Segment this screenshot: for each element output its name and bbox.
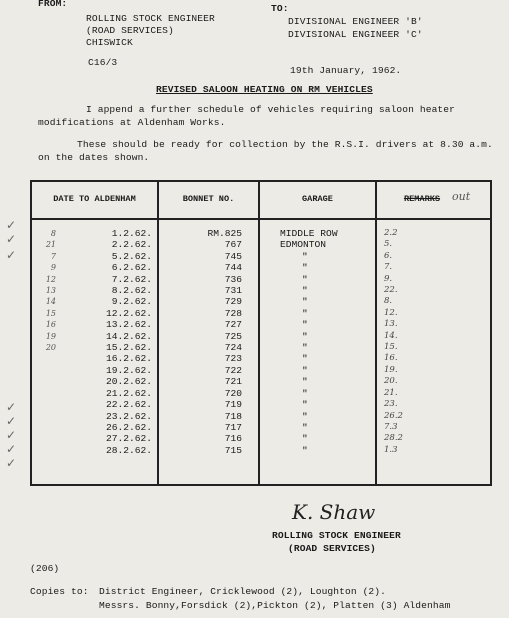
table-cell-garage: "	[302, 353, 308, 365]
table-cell-bonnet: 767	[224, 239, 242, 251]
tick-mark-icon: ✓	[6, 456, 17, 470]
table-cell-bonnet: 722	[224, 364, 242, 376]
letter-date: 19th January, 1962.	[290, 65, 402, 76]
to-label: TO:	[271, 3, 289, 14]
signature-title-line-2: (ROAD SERVICES)	[288, 543, 376, 554]
table-cell-hand_date: 8	[50, 229, 56, 238]
column-divider	[157, 182, 159, 484]
table-cell-date: 21.2.62.	[105, 387, 152, 399]
table-cell-garage: "	[302, 376, 308, 388]
table-cell-hand_date: 15	[45, 308, 56, 318]
table-cell-remark: 5.	[384, 239, 393, 250]
tick-mark-icon: ✓	[6, 414, 17, 428]
table-cell-bonnet: 717	[224, 421, 242, 433]
table-cell-garage: "	[302, 296, 308, 308]
table-cell-bonnet: 720	[224, 387, 242, 399]
bonnet-column	[172, 228, 242, 456]
reference-number: C16/3	[88, 57, 118, 68]
table-cell-remark: 7.	[384, 262, 393, 273]
table-cell-bonnet: 715	[224, 444, 242, 456]
table-cell-date: 9.2.62.	[111, 296, 152, 308]
table-cell-garage: "	[302, 364, 308, 376]
table-cell-hand_date: 19	[45, 331, 56, 341]
table-cell-remark: 19.	[384, 364, 398, 375]
header-remarks-handwritten: out	[452, 190, 471, 203]
tick-mark-icon: ✓	[6, 442, 17, 456]
table-cell-date: 14.2.62.	[105, 330, 152, 342]
tick-mark-icon: ✓	[6, 248, 17, 262]
copies-label: Copies to:	[30, 586, 89, 597]
table-cell-hand_date: 16	[45, 320, 56, 330]
table-cell-date: 20.2.62.	[105, 376, 152, 388]
table-cell-date: 16.2.62.	[105, 353, 152, 365]
column-divider	[258, 182, 260, 484]
table-cell-garage: "	[302, 387, 308, 399]
table-cell-bonnet: 719	[224, 399, 242, 411]
table-cell-hand_date: 14	[45, 297, 56, 307]
tick-mark-icon: ✓	[6, 428, 17, 442]
table-cell-bonnet: 745	[224, 250, 242, 262]
to-line-1: DIVISIONAL ENGINEER 'B'	[288, 16, 423, 27]
table-cell-remark: 13.	[384, 319, 398, 330]
table-cell-date: 23.2.62.	[105, 410, 152, 422]
remarks-column	[384, 228, 444, 456]
copies-line-1: District Engineer, Cricklewood (2), Loughton (2).	[99, 586, 387, 597]
table-cell-remark: 20.	[384, 376, 398, 387]
table-cell-bonnet: 727	[224, 319, 242, 331]
table-cell-bonnet: 724	[224, 342, 242, 354]
table-cell-bonnet: 729	[224, 296, 242, 308]
table-cell-remark: 16.	[384, 353, 398, 364]
table-cell-bonnet: 744	[224, 262, 242, 274]
table-cell-bonnet: 728	[224, 307, 242, 319]
table-cell-garage: "	[302, 319, 308, 331]
table-cell-bonnet: 725	[224, 330, 242, 342]
table-cell-garage: MIDDLE ROW	[280, 228, 338, 239]
table-cell-date: 7.2.62.	[111, 273, 152, 285]
table-cell-remark: 26.2	[384, 410, 403, 421]
tick-mark-icon: ✓	[6, 400, 17, 414]
table-cell-hand_date: 7	[50, 251, 56, 261]
tick-mark-icon: ✓	[6, 232, 17, 246]
handwritten-date-column	[34, 228, 56, 353]
copies-line-2: Messrs. Bonny,Forsdick (2),Pickton (2), Platten (3) Aldenham	[99, 600, 451, 611]
table-cell-remark: 23.	[384, 399, 398, 410]
signature-title-line-1: ROLLING STOCK ENGINEER	[272, 530, 401, 541]
table-cell-hand_date: 13	[45, 286, 56, 296]
table-cell-remark: 15.	[384, 342, 398, 353]
subject-heading: REVISED SALOON HEATING ON RM VEHICLES	[156, 84, 373, 95]
table-cell-bonnet: 721	[224, 376, 242, 388]
table-cell-garage: "	[302, 421, 308, 433]
table-cell-bonnet: 731	[224, 285, 242, 297]
table-cell-date: 15.2.62.	[105, 342, 152, 354]
table-cell-garage: "	[302, 433, 308, 445]
table-cell-remark: 2.2	[384, 228, 398, 238]
table-cell-date: 2.2.62.	[111, 239, 152, 251]
table-cell-bonnet: 718	[224, 410, 242, 422]
table-cell-remark: 7.3	[384, 421, 398, 432]
table-cell-garage: "	[302, 273, 308, 285]
table-cell-remark: 6.	[384, 250, 393, 261]
document-number: (206)	[30, 563, 60, 574]
to-line-2: DIVISIONAL ENGINEER 'C'	[288, 29, 423, 40]
table-cell-remark: 8.	[384, 296, 393, 307]
header-garage: GARAGE	[302, 194, 333, 204]
header-bonnet: BONNET NO.	[182, 194, 235, 204]
table-cell-hand_date: 21	[45, 240, 56, 250]
table-cell-date: 1.2.62.	[111, 228, 152, 239]
body-paragraph-1-line-2: modifications at Aldenham Works.	[38, 117, 226, 128]
table-cell-remark: 22.	[384, 285, 398, 296]
table-cell-date: 5.2.62.	[111, 250, 152, 262]
table-cell-garage: "	[302, 399, 308, 411]
garage-column	[280, 228, 370, 456]
body-paragraph-2-line-2: on the dates shown.	[38, 152, 150, 163]
table-cell-date: 26.2.62.	[105, 421, 152, 433]
table-cell-remark: 1.3	[384, 444, 398, 455]
header-divider	[32, 218, 490, 220]
table-cell-date: 19.2.62.	[105, 364, 152, 376]
table-cell-garage: "	[302, 250, 308, 262]
date-column	[62, 228, 152, 456]
table-cell-garage: "	[302, 444, 308, 456]
table-cell-date: 28.2.62.	[105, 444, 152, 456]
table-cell-date: 6.2.62.	[111, 262, 152, 274]
table-cell-garage: "	[302, 285, 308, 297]
table-cell-date: 8.2.62.	[111, 285, 152, 297]
table-cell-remark: 9.	[384, 273, 393, 284]
table-cell-date: 22.2.62.	[105, 399, 152, 411]
table-cell-date: 12.2.62.	[105, 307, 152, 319]
signature-scrawl: K. Shaw	[292, 500, 376, 524]
table-cell-garage: "	[302, 330, 308, 342]
table-cell-hand_date: 20	[45, 343, 56, 353]
from-line-1: ROLLING STOCK ENGINEER	[86, 13, 215, 24]
table-cell-bonnet: 723	[224, 353, 242, 365]
from-label: FROM:	[38, 0, 68, 9]
table-cell-garage: "	[302, 342, 308, 354]
from-line-3: CHISWICK	[86, 37, 133, 48]
schedule-table	[30, 180, 492, 486]
body-paragraph-1-line-1: I append a further schedule of vehicles requiring saloon heater	[86, 104, 456, 115]
table-cell-remark: 14.	[384, 330, 398, 341]
table-cell-garage: EDMONTON	[280, 239, 327, 251]
table-cell-hand_date: 9	[50, 263, 56, 273]
table-cell-bonnet: 716	[224, 433, 242, 445]
table-cell-remark: 21.	[384, 387, 398, 398]
table-cell-remark: 12.	[384, 307, 398, 318]
header-remarks: REMARKS	[403, 194, 441, 204]
from-line-2: (ROAD SERVICES)	[86, 25, 174, 36]
table-cell-garage: "	[302, 262, 308, 274]
column-divider	[375, 182, 377, 484]
body-paragraph-2-line-1: These should be ready for collection by the R.S.I. drivers at 8.30 a.m.	[77, 139, 493, 150]
tick-mark-icon: ✓	[6, 218, 17, 232]
table-cell-bonnet: RM.825	[207, 228, 242, 239]
table-cell-bonnet: 736	[224, 273, 242, 285]
table-cell-date: 13.2.62.	[105, 319, 152, 331]
table-cell-date: 27.2.62.	[105, 433, 152, 445]
header-date: DATE TO ALDENHAM	[53, 194, 136, 204]
table-cell-garage: "	[302, 307, 308, 319]
table-cell-garage: "	[302, 410, 308, 422]
table-cell-hand_date: 12	[45, 274, 56, 284]
table-cell-remark: 28.2	[384, 433, 403, 444]
